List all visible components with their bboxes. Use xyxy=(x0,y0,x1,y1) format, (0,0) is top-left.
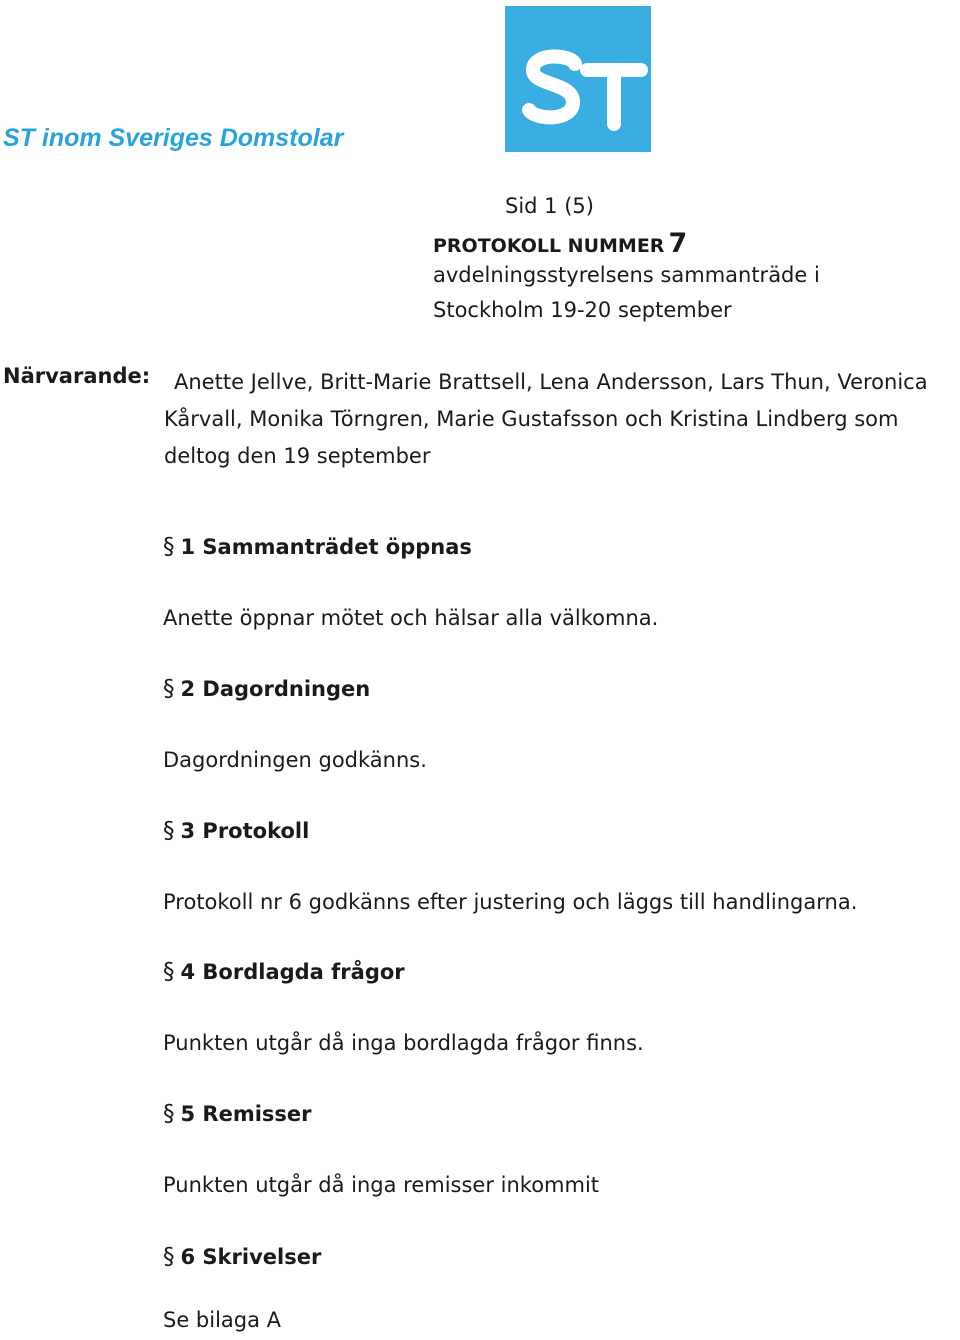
protocol-title xyxy=(433,228,687,259)
organization-name: ST inom Sveriges Domstolar xyxy=(3,124,344,152)
section-heading-1 xyxy=(163,534,472,560)
section-symbol: § xyxy=(163,1101,175,1127)
page-number: Sid 1 (5) xyxy=(505,194,594,218)
section-body-2: Dagordningen godkänns. xyxy=(163,748,427,772)
section-symbol: § xyxy=(163,818,175,844)
section-symbol: § xyxy=(163,534,175,560)
protocol-number: 7 xyxy=(668,228,688,259)
section-body-6: Se bilaga A xyxy=(163,1308,282,1332)
st-logo xyxy=(505,6,651,152)
section-body-1: Anette öppnar mötet och hälsar alla välkomna. xyxy=(163,606,659,630)
section-heading-2 xyxy=(163,676,370,702)
attendees-label: Närvarande: xyxy=(3,364,151,388)
section-symbol: § xyxy=(163,1244,175,1270)
section-heading-3 xyxy=(163,818,309,844)
meeting-description xyxy=(433,258,820,328)
section-title: 2 Dagordningen xyxy=(180,677,371,701)
section-heading-6 xyxy=(163,1244,321,1270)
section-title: 5 Remisser xyxy=(180,1102,312,1126)
attendees-list: Anette Jellve, Britt-Marie Brattsell, Lena Andersson, Lars Thun, Veronica Kårvall, Monika Törngren, Marie Gustafsson och Kristina Lindberg som deltog den 19 september xyxy=(164,370,928,468)
section-title: 6 Skrivelser xyxy=(180,1245,322,1269)
section-symbol: § xyxy=(163,676,175,702)
section-body-4: Punkten utgår då inga bordlagda frågor finns. xyxy=(163,1031,644,1055)
section-heading-4 xyxy=(163,959,405,985)
section-body-5: Punkten utgår då inga remisser inkommit xyxy=(163,1173,600,1197)
section-title: 4 Bordlagda frågor xyxy=(180,960,405,984)
section-heading-5 xyxy=(163,1101,312,1127)
section-title: 1 Sammanträdet öppnas xyxy=(180,535,472,559)
meeting-line-2: Stockholm 19-20 september xyxy=(433,298,732,322)
section-symbol: § xyxy=(163,959,175,985)
meeting-line-1: avdelningsstyrelsens sammanträde i xyxy=(433,263,820,287)
section-body-3: Protokoll nr 6 godkänns efter justering och läggs till handlingarna. xyxy=(163,890,858,914)
protocol-label: PROTOKOLL NUMMER xyxy=(433,235,665,257)
section-title: 3 Protokoll xyxy=(180,819,310,843)
